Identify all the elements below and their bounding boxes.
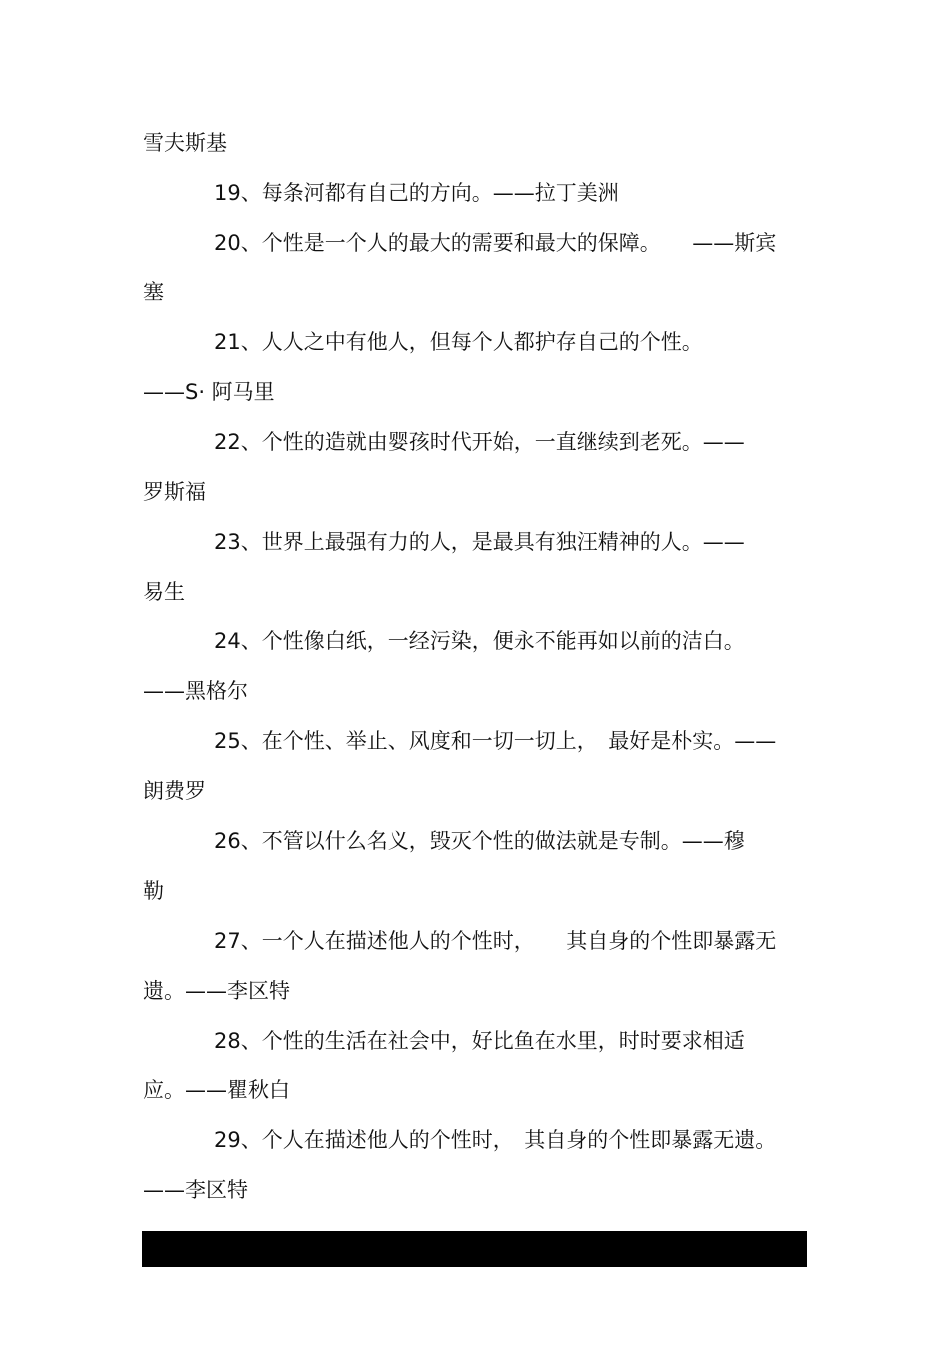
text-line: ——黑格尔 <box>143 679 248 703</box>
black-bar <box>142 1231 807 1267</box>
quote-22: 22、个性的造就由婴孩时代开始，一直继续到老死。—— <box>214 430 745 454</box>
text-line: 应。——瞿秋白 <box>143 1078 290 1102</box>
text-line: 遗。——李区特 <box>143 979 290 1003</box>
quote-23: 23、世界上最强有力的人，是最具有独汪精神的人。—— <box>214 530 745 554</box>
quote-19: 19、每条河都有自己的方向。——拉丁美洲 <box>214 181 619 205</box>
quote-26: 26、不管以什么名义，毁灭个性的做法就是专制。——穆 <box>214 829 745 853</box>
text-line: 朗费罗 <box>143 779 206 803</box>
quote-27: 27、一个人在描述他人的个性时， 其自身的个性即暴露无 <box>214 929 777 953</box>
text-line: 塞 <box>143 280 164 304</box>
text-line: 罗斯福 <box>143 480 206 504</box>
quote-29: 29、个人在描述他人的个性时， 其自身的个性即暴露无遗。 <box>214 1128 777 1152</box>
text-line: ——李区特 <box>143 1178 248 1202</box>
quote-24: 24、个性像白纸，一经污染，便永不能再如以前的洁白。 <box>214 629 745 653</box>
text-line: 雪夫斯基 <box>143 131 227 155</box>
quote-28: 28、个性的生活在社会中，好比鱼在水里，时时要求相适 <box>214 1029 745 1053</box>
quote-25: 25、在个性、举止、风度和一切一切上， 最好是朴实。—— <box>214 729 777 753</box>
text-line: ——S· 阿马里 <box>143 380 275 404</box>
text-line: 勒 <box>143 879 164 903</box>
quote-20: 20、个性是一个人的最大的需要和最大的保障。 ——斯宾 <box>214 231 777 255</box>
text-line: 易生 <box>143 580 185 604</box>
quote-21: 21、人人之中有他人，但每个人都护存自己的个性。 <box>214 330 703 354</box>
